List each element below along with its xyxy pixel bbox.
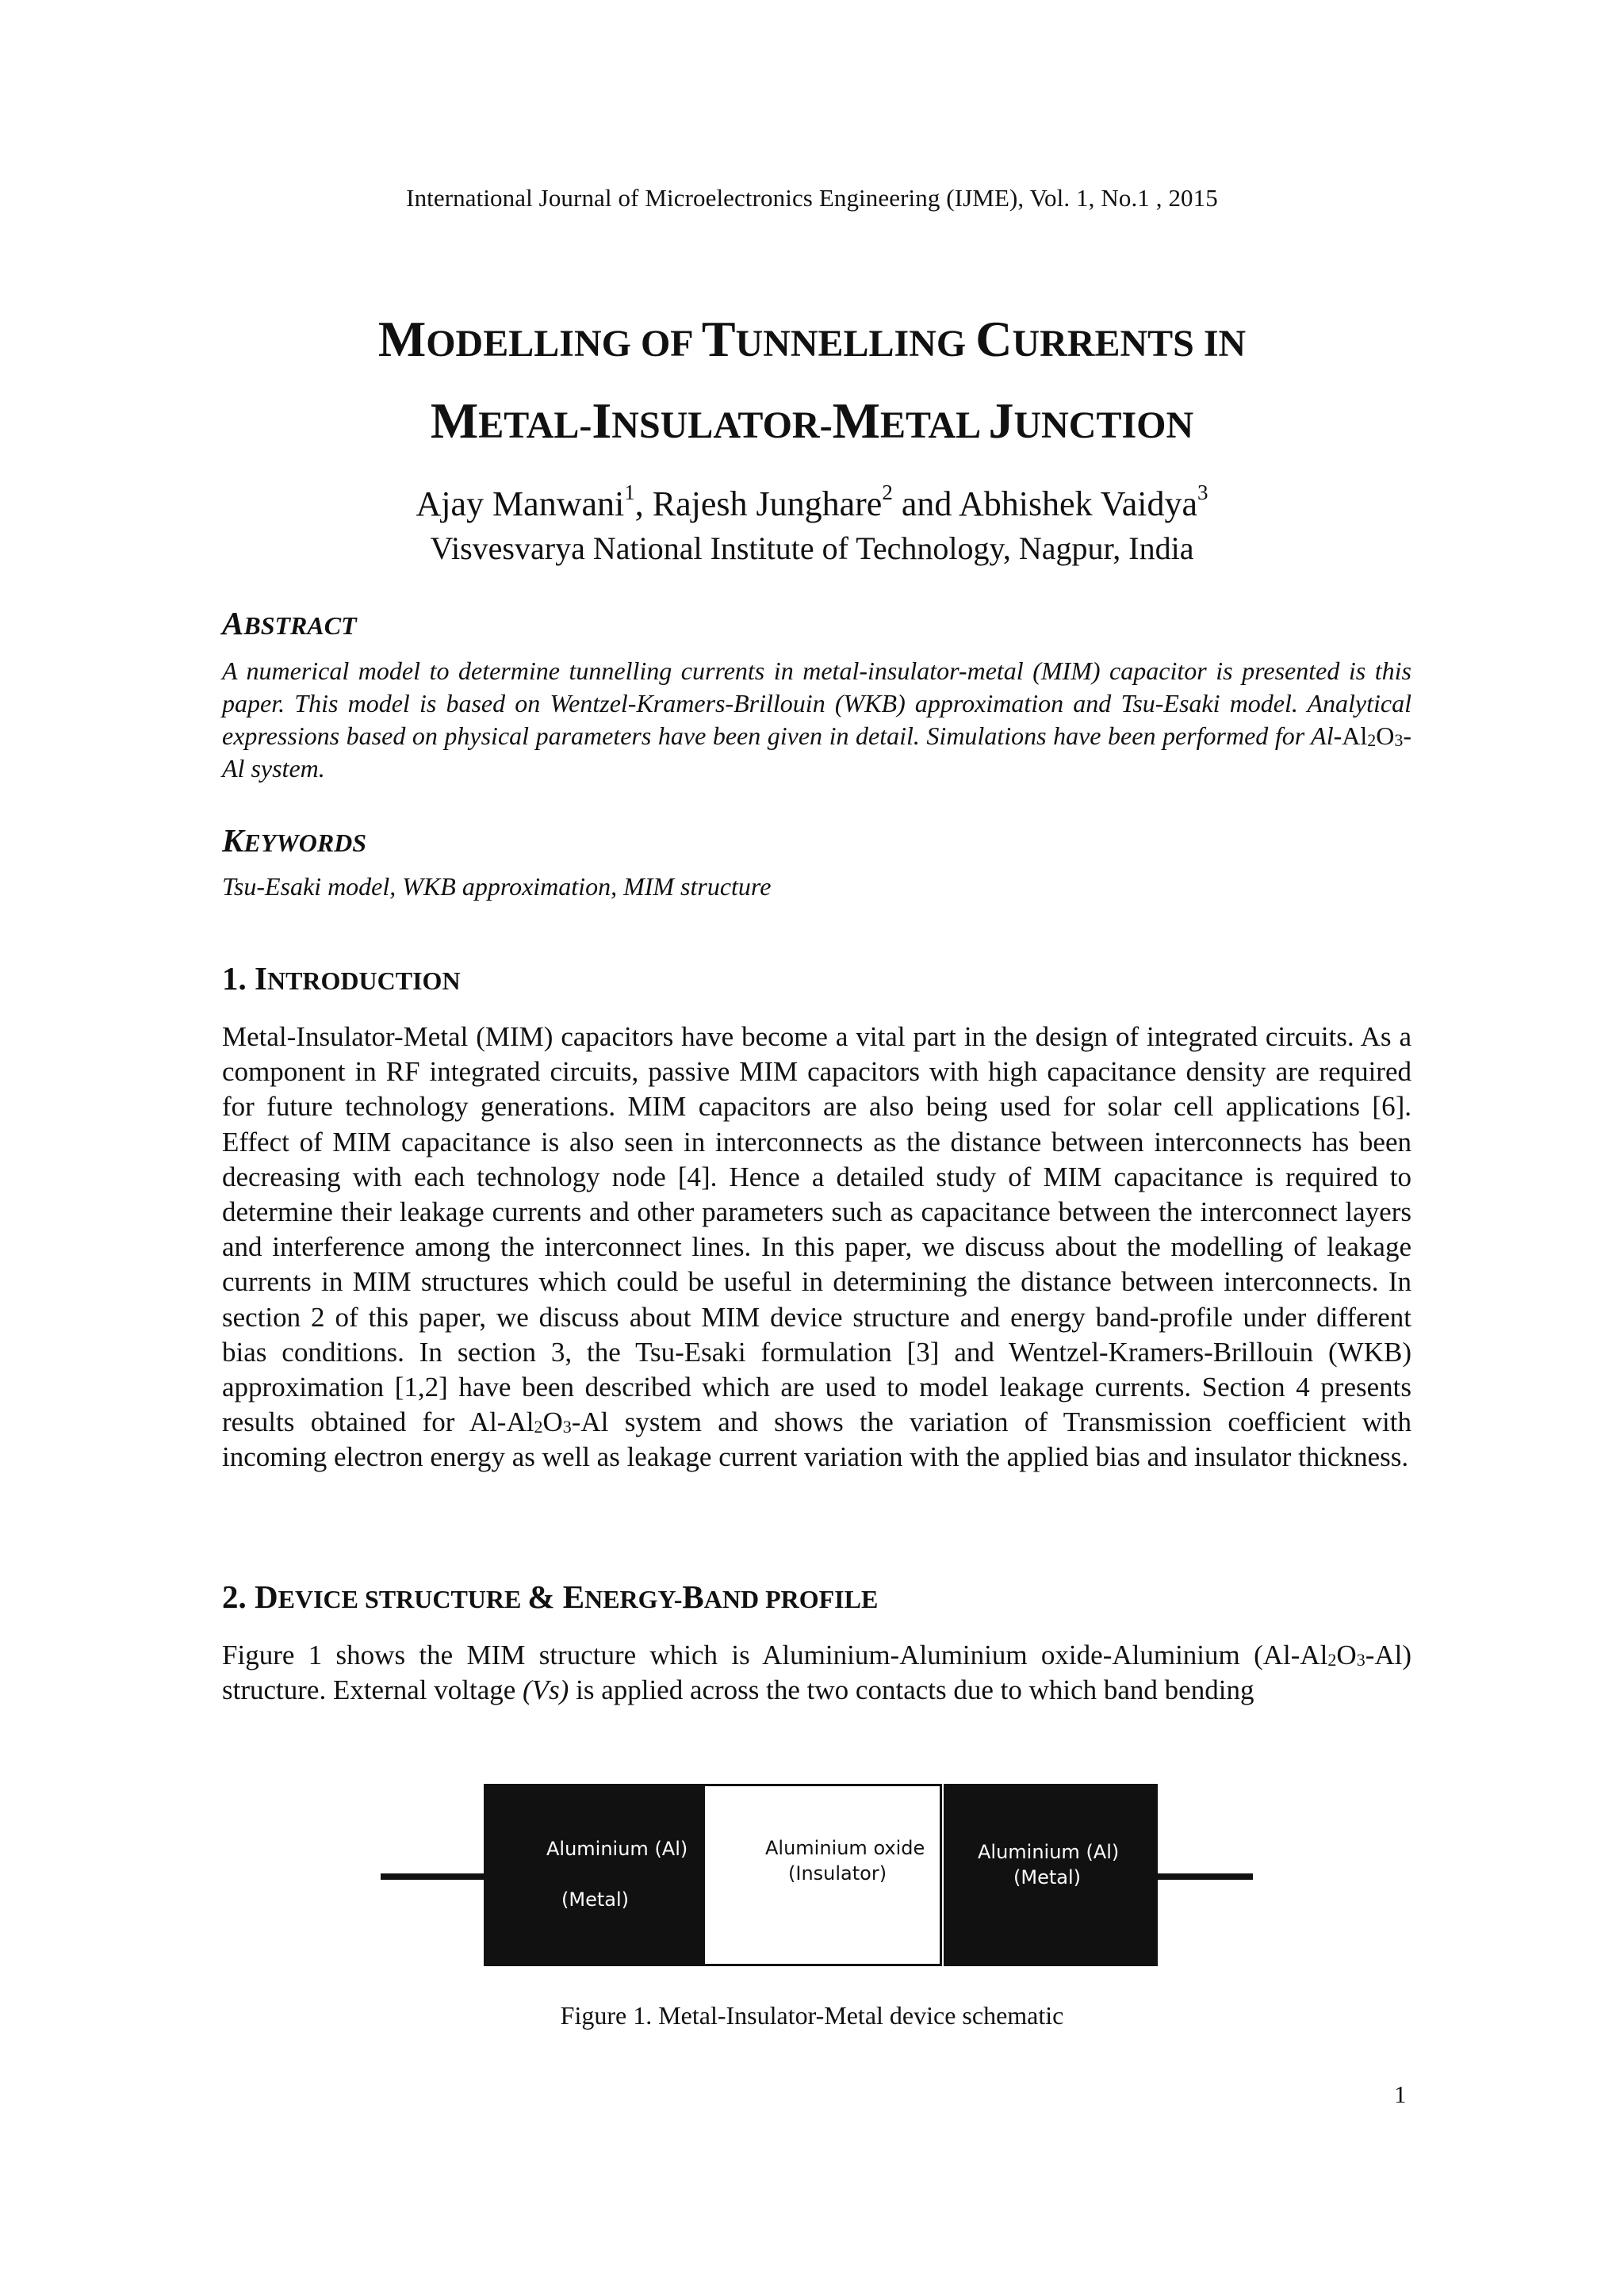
introduction-heading bbox=[222, 959, 461, 997]
formula-element: O bbox=[542, 1406, 563, 1438]
right-metal-type: (Metal) bbox=[1013, 1866, 1081, 1888]
author-affiliation-mark: 2 bbox=[882, 480, 893, 505]
title-line-1 bbox=[0, 305, 1624, 387]
heading-cap: & E bbox=[527, 1578, 585, 1615]
left-metal-type: (Metal) bbox=[561, 1888, 629, 1911]
formula-subscript: 2 bbox=[1367, 730, 1377, 750]
title-rest: URRENTS IN bbox=[1012, 323, 1247, 365]
right-metal-layer bbox=[944, 1784, 1158, 1966]
insulator-label: Aluminium oxide bbox=[765, 1837, 925, 1859]
formula-subscript: 2 bbox=[1327, 1650, 1337, 1670]
running-head: International Journal of Microelectronics Engineering (IJME), Vol. 1, No.1 , 2015 bbox=[406, 184, 1218, 212]
abstract-body-end: -Al system. bbox=[222, 721, 1411, 783]
author-name: Abhishek Vaidya bbox=[958, 484, 1197, 523]
heading-cap: B bbox=[682, 1578, 704, 1615]
title-rest: UNNELLING bbox=[735, 323, 976, 365]
insulator-type: (Insulator) bbox=[788, 1862, 887, 1885]
left-contact-lead bbox=[381, 1873, 485, 1880]
formula-subscript: 2 bbox=[534, 1417, 543, 1437]
author-affiliation-mark: 3 bbox=[1197, 480, 1208, 505]
title-cap: M bbox=[832, 392, 880, 449]
paper-title bbox=[0, 305, 1624, 469]
formula-subscript: 3 bbox=[1356, 1650, 1365, 1670]
author-separator: and bbox=[892, 484, 959, 523]
section-number: 2. bbox=[222, 1578, 255, 1615]
abstract-formula bbox=[1342, 721, 1403, 750]
title-rest: ETAL- bbox=[478, 404, 592, 446]
title-cap: M bbox=[430, 392, 479, 449]
heading-cap: I bbox=[255, 960, 267, 997]
title-rest: ODELLING OF bbox=[426, 323, 702, 365]
affiliation: Visvesvarya National Institute of Technology, Nagpur, India bbox=[430, 530, 1194, 566]
paragraph-text: Figure 1 shows the MIM structure which is Aluminium-Aluminium oxide-Aluminium (Al-Al bbox=[222, 1640, 1328, 1670]
left-metal-layer bbox=[484, 1784, 703, 1966]
heading-rest: EYWORDS bbox=[243, 828, 367, 857]
heading-cap: D bbox=[255, 1578, 278, 1615]
formula-subscript: 3 bbox=[1394, 730, 1404, 750]
heading-cap: A bbox=[222, 605, 244, 641]
formula-element: O bbox=[1336, 1640, 1357, 1670]
title-cap: J bbox=[988, 392, 1014, 449]
right-metal-label: Aluminium (Al) bbox=[978, 1841, 1120, 1863]
paragraph-text-end: -Al system and shows the variation of Transmission coefficient with incoming electron energy as well as leakage current variation with the applied bias and insulator thickness. bbox=[222, 1406, 1411, 1473]
formula-element: Al bbox=[1342, 721, 1368, 750]
title-cap: C bbox=[975, 311, 1013, 367]
author-affiliation-mark: 1 bbox=[624, 480, 635, 505]
section-number: 1. bbox=[222, 960, 255, 997]
title-cap: I bbox=[592, 392, 612, 449]
section-2-heading bbox=[222, 1578, 878, 1616]
author-name: Rajesh Junghare bbox=[652, 484, 883, 523]
author-separator: , bbox=[634, 484, 653, 523]
keywords-text: Tsu-Esaki model, WKB approximation, MIM structure bbox=[222, 872, 772, 901]
introduction-paragraph bbox=[222, 1020, 1411, 1475]
paragraph-text: Metal-Insulator-Metal (MIM) capacitors have become a vital part in the design of integrated circuits. As a component in RF integrated circuits, passive MIM capacitors with high capacitance density are required for future technology generations. MIM capacitors are also being used for solar cell applications [6]. Effect of MIM capacitance is also seen in interconnects as the distance between interconnects has been decreasing with each technology node [4]. Hence a detailed study of MIM capacitance is required to determine their leakage currents and other parameters such as capacitance between the interconnect layers and interference among the interconnect lines. In this paper, we discuss about the modelling of leakage currents in MIM structures which could be useful in determining the distance between interconnects. In section 2 of this paper, we discuss about MIM device structure and energy band-profile under different bias conditions. In section 3, the Tsu-Esaki formulation [3] and Wentzel-Kramers-Brillouin (WKB) approximation [1,2] have been described which are used to model leakage currents. Section 4 presents results obtained for Al-Al bbox=[222, 1021, 1411, 1438]
paragraph-text-end: is applied across the two contacts due to which band bending bbox=[569, 1674, 1254, 1706]
abstract-body: A numerical model to determine tunnelling currents in metal-insulator-metal (MIM) capacitor is presented is this paper. This model is based on Wentzel-Kramers-Brillouin (WKB) approximation and Tsu-Esaki model. Analytical expressions based on physical parameters have been given in detail. Simulations have been performed for Al- bbox=[222, 656, 1411, 750]
heading-rest: NERGY- bbox=[584, 1585, 683, 1613]
heading-rest: EVICE STRUCTURE bbox=[278, 1585, 528, 1613]
keywords-heading bbox=[222, 821, 366, 859]
heading-rest: BSTRACT bbox=[243, 611, 357, 640]
figure-caption: Figure 1. Metal-Insulator-Metal device schematic bbox=[560, 2001, 1064, 2030]
author-list bbox=[0, 480, 1624, 524]
author-name: Ajay Manwani bbox=[416, 484, 625, 523]
mim-device-figure bbox=[381, 1784, 1253, 1966]
formula-element: O bbox=[1376, 721, 1395, 750]
heading-rest: NTRODUCTION bbox=[266, 966, 461, 995]
title-rest: ETAL bbox=[879, 404, 989, 446]
heading-rest: AND PROFILE bbox=[703, 1585, 879, 1613]
voltage-symbol: (Vs) bbox=[523, 1674, 569, 1706]
insulator-layer bbox=[703, 1784, 942, 1966]
title-cap: M bbox=[377, 311, 427, 367]
title-rest: UNCTION bbox=[1013, 404, 1194, 446]
right-contact-lead bbox=[1156, 1873, 1253, 1880]
title-cap: T bbox=[701, 311, 736, 367]
paragraph-text: -Al) structure. External voltage bbox=[222, 1640, 1411, 1706]
section-2-paragraph bbox=[222, 1638, 1411, 1708]
title-line-2 bbox=[0, 387, 1624, 469]
heading-cap: K bbox=[222, 822, 244, 859]
formula-subscript: 3 bbox=[562, 1417, 572, 1437]
title-rest: NSULATOR- bbox=[611, 404, 833, 446]
abstract-text bbox=[222, 655, 1411, 785]
page-number: 1 bbox=[1394, 2080, 1407, 2108]
abstract-heading bbox=[222, 604, 357, 642]
left-metal-label: Aluminium (Al) bbox=[546, 1838, 688, 1860]
